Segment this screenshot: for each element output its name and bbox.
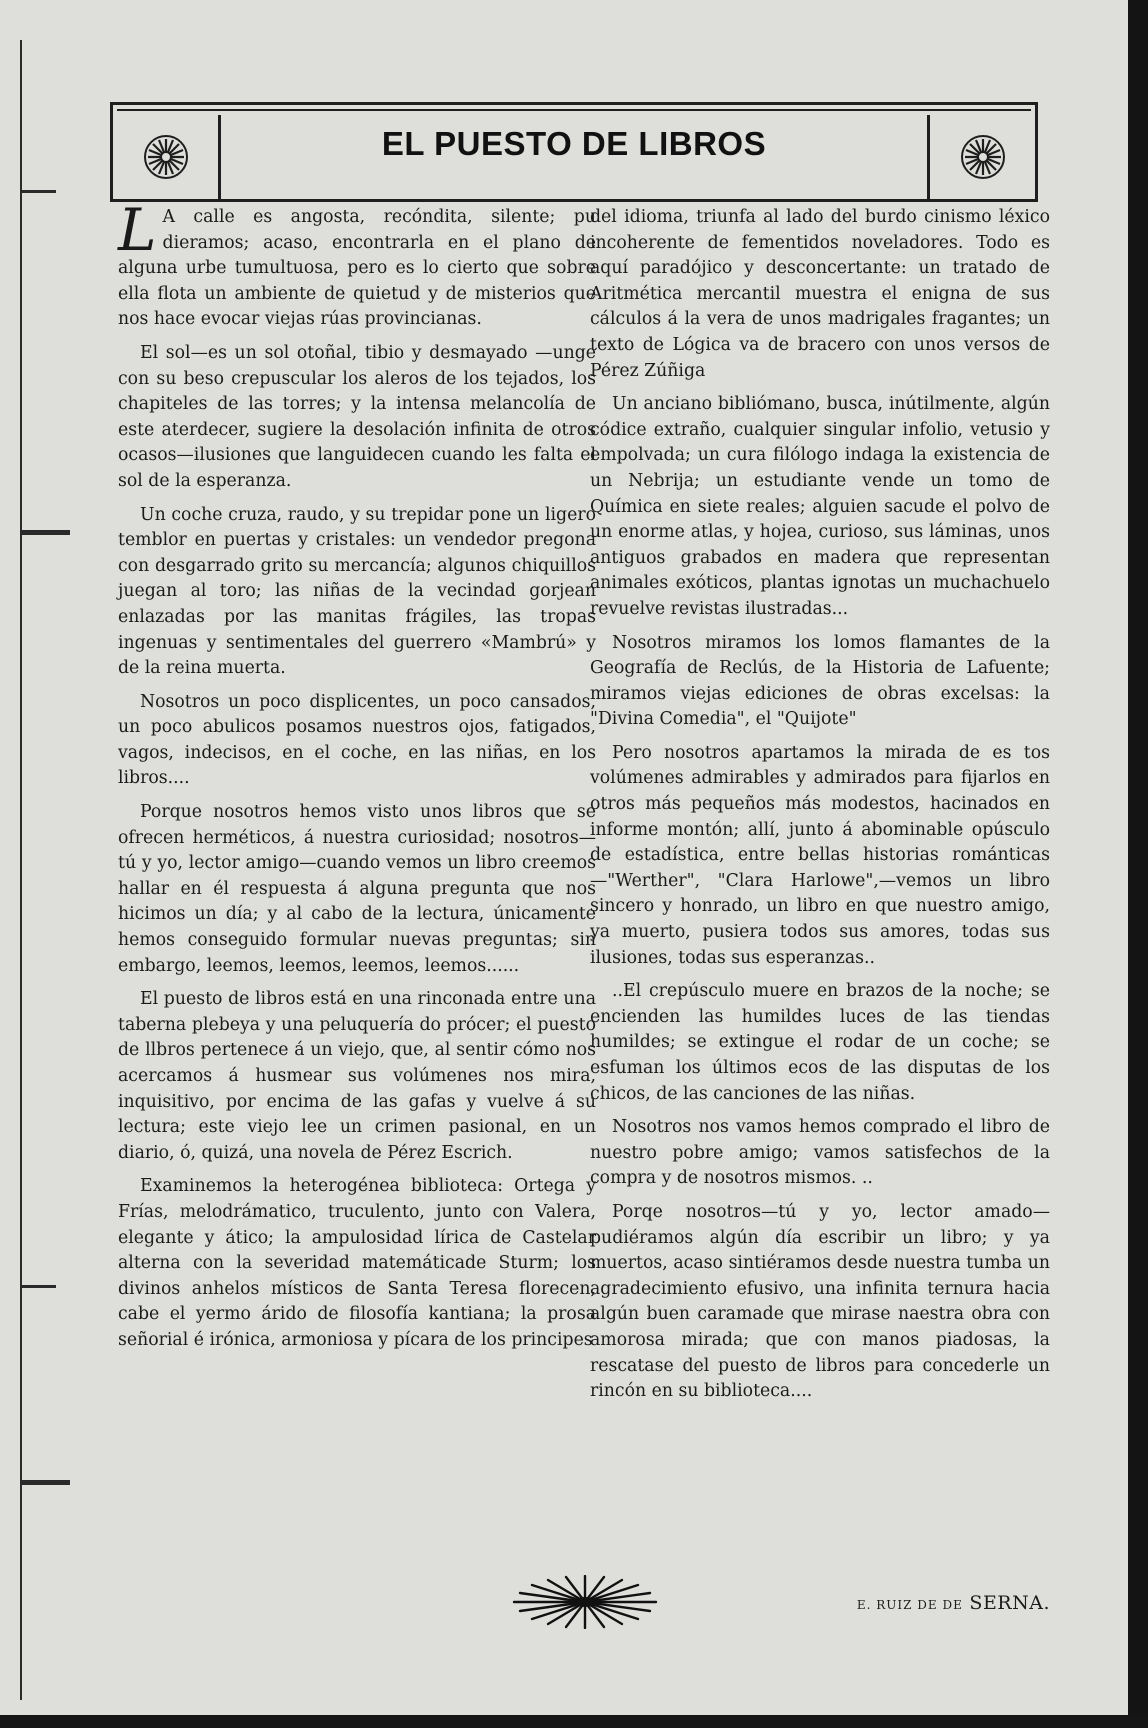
header-left-box <box>113 115 221 199</box>
paragraph: El puesto de libros está en una rinconada entre una taberna plebeya y una peluquería do prócer; el puesto de llbros pertenece á un viejo, que, al sentir cómo nos acercamos á husmear sus volúmenes nos mira, inquisitivo, por encima de las gafas y vuelve á su lectura; este viejo lee un crimen pasional, en un diario, ó, quizá, una novela de Pérez Escrich. <box>118 989 596 1163</box>
end-ornament-icon <box>510 1575 660 1629</box>
paragraph: Nosotros un poco displicentes, un poco cansados, un poco abulicos posamos nuestros ojos, fatigados, vagos, indecisos, en el coche, en las niñas, en los libros.... <box>118 691 596 789</box>
paragraph: Nosotros miramos los lomos flamantes de la Geografía de Reclús, de la Historia de Lafuente; miramos viejas ediciones de obras excelsas: la "Divina Comedia", el "Quijote" <box>590 632 1050 730</box>
margin-mark <box>20 1480 70 1485</box>
paragraph: Pero nosotros apartamos la mirada de es tos volúmenes admirables y admirados para fijarlos en otros más pequeños más modestos, hacinados en informe montón; allí, junto á abominable opúsculo de estadística, entre bellas historias románticas—"Werther", "Clara Harlowe",—vemos un libro sincero y honrado, un libro en que nuestro amigo, ya muerto, pusiera todos sus amores, todas sus ilusiones, todas sus esperanzas.. <box>590 742 1050 968</box>
drop-cap: L <box>118 196 157 264</box>
scan-edge-bottom <box>0 1715 1148 1728</box>
paragraph: ..El crepúsculo muere en brazos de la noche; se encienden las humildes luces de las tiendas humildes; se extingue el rodar de un coche; se esfuman los últimos ecos de las disputas de los chicos, de las canciones de las niñas. <box>590 981 1050 1104</box>
margin-rule <box>20 40 22 1700</box>
paragraph: Nosotros nos vamos hemos comprado el libro de nuestro pobre amigo; vamos satisfechos de la compra y de nosotros mismos. .. <box>590 1117 1050 1189</box>
paragraph: Porqe nosotros—tú y yo, lector amado—pudiéramos algún día escribir un libro; y ya muertos, acaso sintiéramos desde nuestra tumba un agradecimiento efusivo, una infinita ternura hacia algún buen caramade que mirase naestra obra con amorosa mirada; que con manos piadosas, la rescatase del puesto de libros para concederle un rincón en su biblioteca.... <box>590 1201 1050 1402</box>
author-signature <box>800 1592 1050 1614</box>
paragraph-text: A calle es angosta, recóndita, silente; pu dieramos; acaso, encontrarla en el plano de alguna urbe tumultuosa, pero es lo cierto que sobre ella flota un ambiente de quietud y de misterios que nos hace evocar viejas rúas provincianas. <box>118 207 596 330</box>
margin-mark <box>20 530 70 535</box>
flower-ornament-icon <box>959 133 1007 181</box>
margin-mark <box>20 190 56 193</box>
margin-mark <box>20 1285 56 1288</box>
signature-initials: E. RUIZ DE DE <box>856 1598 963 1612</box>
right-column <box>590 205 1050 1413</box>
header-rule <box>117 109 1031 111</box>
paragraph: El sol—es un sol otoñal, tibio y desmayado —unge con su beso crepuscular los aleros de los tejados, los chapiteles de las torres; y la intensa melancolía de este aterdecer, sugiere la desolación infinita de otros ocasos—ilusiones que languidecen cuando les falta el sol de la esperanza. <box>118 342 596 491</box>
signature-surname: SERNA. <box>969 1592 1050 1614</box>
paragraph: Un coche cruza, raudo, y su trepidar pone un ligero temblor en puertas y cristales: un vendedor pregona con desgarrado grito su mercancía; algunos chiquillos juegan al toro; las niñas de la vecindad gorjean enlazadas por las manitas frágiles, las tropas ingenuas y sentimentales del guerrero «Mambrú» y de la reina muerta. <box>118 504 596 679</box>
article-title: EL PUESTO DE LIBROS <box>381 125 767 162</box>
article-header <box>110 102 1038 202</box>
flower-ornament-icon <box>142 133 190 181</box>
left-column <box>118 196 596 1362</box>
paragraph: Porque nosotros hemos visto unos libros que se ofrecen herméticos, á nuestra curiosidad; nosotros—tú y yo, lector amigo—cuando vemos un libro creemos hallar en él respuesta á alguna pregunta que nos hicimos un día; y al cabo de la lectura, únicamente hemos conseguido formular nuevas preguntas; sin embargo, leemos, leemos, leemos, leemos...... <box>118 802 596 976</box>
paragraph <box>118 196 596 333</box>
paragraph: Un anciano bibliómano, busca, inútilmente, algún códice extraño, cualquier singular infolio, vetusio y empolvada; un cura filólogo indaga la existencia de un Nebrija; un estudiante vende un tomo de Química en siete reales; alguien sacude el polvo de un enorme atlas, y hojea, curioso, sus láminas, unos antiguos grabados en madera que representan animales exóticos, plantas ignotas un muchachuelo revuelve revistas ilustradas... <box>590 394 1050 619</box>
header-right-box <box>927 115 1035 199</box>
scan-edge-right <box>1128 0 1148 1728</box>
paragraph: Examinemos la heterogénea biblioteca: Ortega y Frías, melodrámatico, truculento, junto con Valera, elegante y ático; la ampulosidad lírica de Castelar alterna con la severidad matemáticade Sturm; los divinos anhelos místicos de Santa Teresa florecen, cabe el yermo árido de filosofía kantiana; la prosa señorial é irónica, armoniosa y pícara de los principes <box>118 1176 596 1350</box>
paragraph: del idioma, triunfa al lado del burdo cinismo léxico incoherente de fementidos noveladores. Todo es aquí paradójico y desconcertante: un tratado de Aritmética mercantil muestra el enigna de sus cálculos á la vera de unos madrigales fragantes; un texto de Lógica va de bracero con unos versos de Pérez Zúñiga <box>590 207 1050 381</box>
